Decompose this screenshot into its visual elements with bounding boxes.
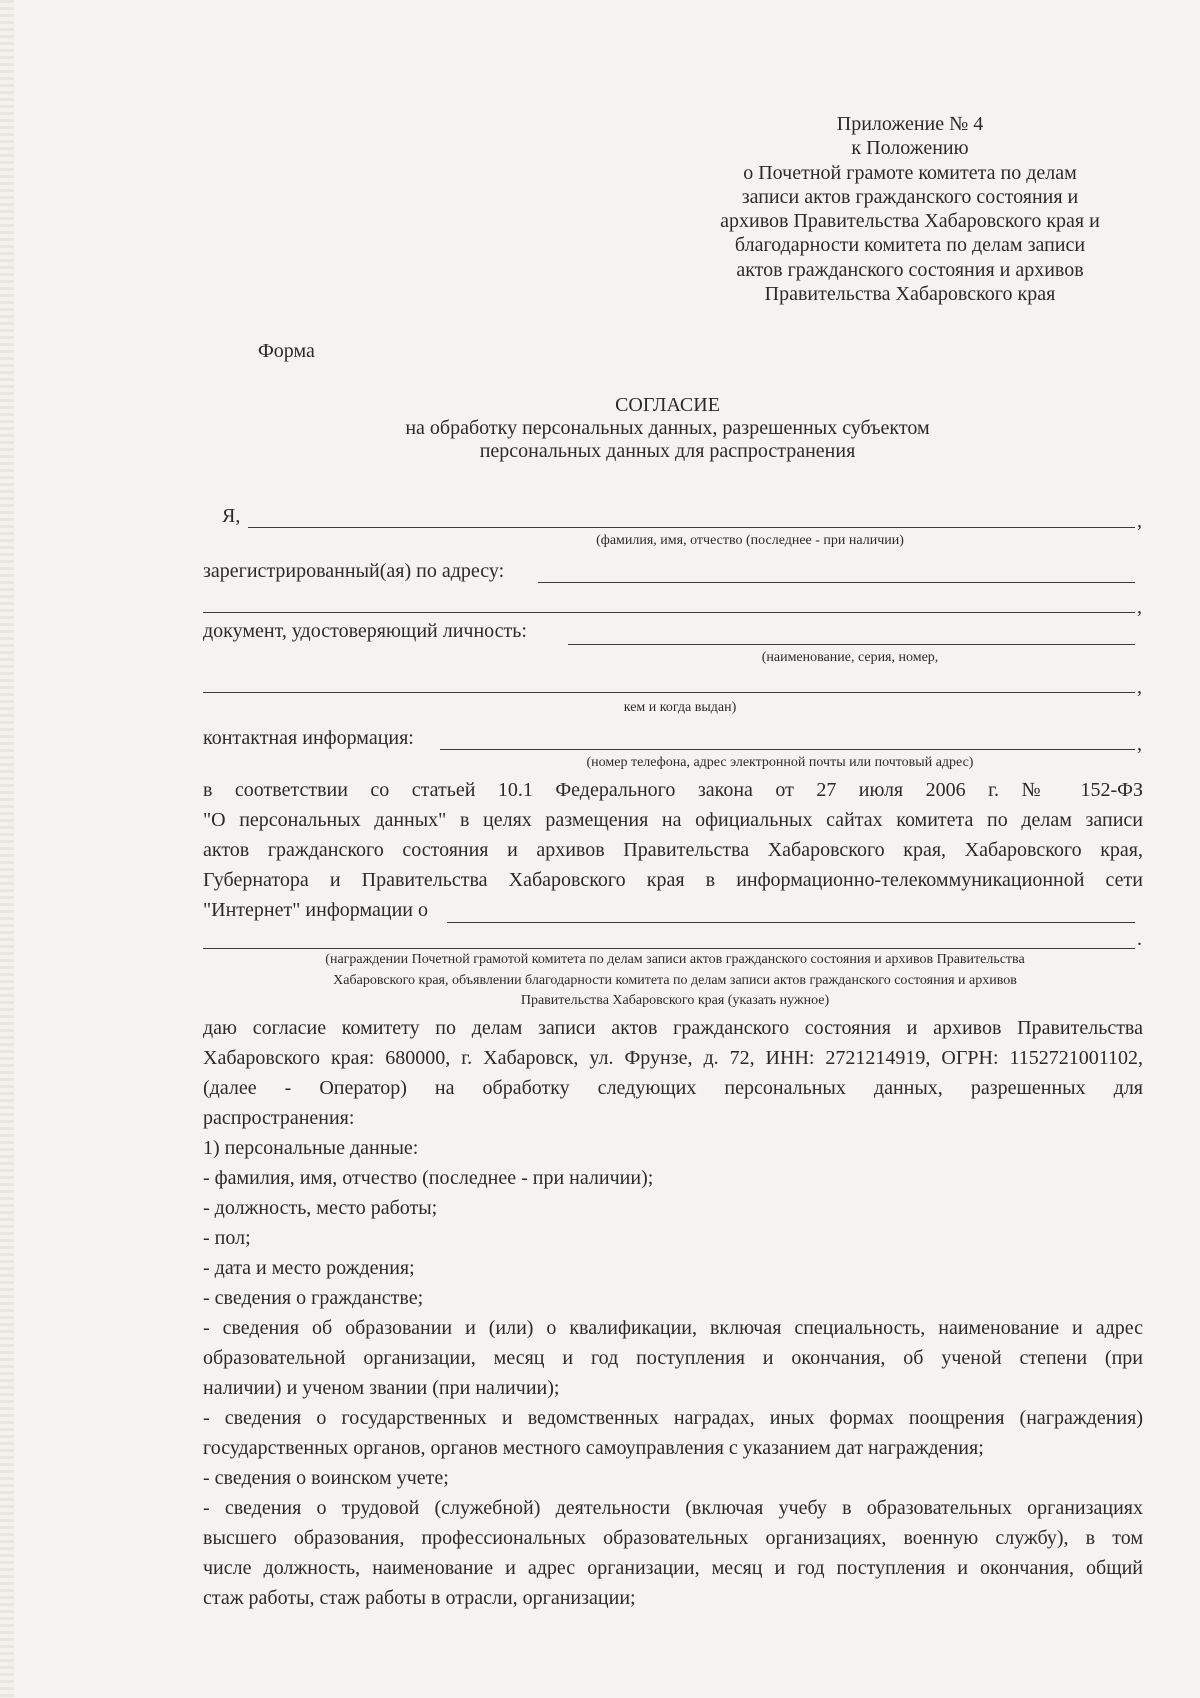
contact-label: контактная информация: [203, 727, 414, 749]
award-field-line-2[interactable] [203, 948, 1135, 949]
contact-hint: (номер телефона, адрес электронной почты или почтовый адрес) [586, 755, 974, 770]
document-hint-2: кем и когда выдан) [623, 700, 737, 715]
consent-line: - сведения о трудовой (служебной) деятельности (включая учебу в образовательных организациях [203, 1497, 1143, 1519]
consent-line: государственных органов, органов местного самоуправления с указанием дат награждения; [203, 1437, 984, 1459]
document-title [200, 394, 1135, 463]
form-label: Форма [258, 340, 315, 362]
fio-field[interactable] [248, 527, 1135, 528]
appendix-line: благодарности комитета по делам записи [734, 234, 1086, 257]
consent-line: стаж работы, стаж работы в отрасли, организации; [203, 1587, 636, 1609]
award-note-line: Хабаровского края, объявлении благодарности комитета по делам записи актов гражданского состояния и архивов [333, 972, 1017, 988]
title-subtitle-2: персональных данных для распространения [479, 440, 856, 462]
comma: , [1137, 733, 1142, 755]
consent-line: распространения: [203, 1107, 355, 1129]
purpose-line: "Интернет" информации о [203, 899, 428, 921]
consent-line: Хабаровского края: 680000, г. Хабаровск, ул. Фрунзе, д. 72, ИНН: 2721214919, ОГРН: 1152721001102, [203, 1047, 1143, 1069]
consent-line: числе должность, наименование и адрес организации, месяц и год поступления и окончания, общий [203, 1557, 1143, 1579]
purpose-paragraph [203, 775, 1143, 925]
consent-line: - сведения об образовании и (или) о квалификации, включая специальность, наименование и адрес [203, 1317, 1143, 1339]
consent-line: - должность, место работы; [203, 1197, 438, 1219]
comma: , [1137, 510, 1142, 532]
consent-paragraph [203, 1013, 1143, 1613]
consent-line: даю согласие комитету по делам записи актов гражданского состояния и архивов Правительства [203, 1017, 1143, 1039]
award-note [210, 950, 1140, 1012]
consent-line: - сведения о гражданстве; [203, 1287, 424, 1309]
i-label: Я, [222, 505, 241, 527]
appendix-line: записи актов гражданского состояния и [741, 185, 1079, 208]
consent-line: - сведения о воинском учете; [203, 1467, 449, 1489]
appendix-line: архивов Правительства Хабаровского края и [720, 210, 1100, 233]
consent-line: высшего образования, профессиональных образовательных организациях, военную службу), в том [203, 1527, 1143, 1549]
comma: , [1137, 596, 1142, 618]
period: . [1137, 928, 1142, 950]
document-field-line-2[interactable] [203, 692, 1135, 693]
comma: , [1137, 676, 1142, 698]
consent-line: - дата и место рождения; [203, 1257, 415, 1279]
address-field[interactable] [538, 582, 1135, 583]
award-note-line: Правительства Хабаровского края (указать нужное) [520, 993, 830, 1008]
appendix-header [700, 112, 1120, 306]
consent-line: - фамилия, имя, отчество (последнее - при наличии); [203, 1167, 654, 1189]
contact-field[interactable] [440, 749, 1135, 750]
fio-hint: (фамилия, имя, отчество (последнее - при наличии) [596, 533, 904, 548]
appendix-line: к Положению [851, 137, 969, 160]
consent-line: образовательной организации, месяц и год поступления и окончания, об ученой степени (при [203, 1347, 1143, 1369]
award-field[interactable] [447, 922, 1135, 923]
consent-line: 1) персональные данные: [203, 1137, 419, 1159]
appendix-line: Правительства Хабаровского края [764, 283, 1056, 306]
award-note-line: (награждении Почетной грамотой комитета по делам записи актов гражданского состояния и архивов Правительства [325, 952, 1025, 967]
title-heading: СОГЛАСИЕ [615, 394, 720, 416]
purpose-line: "О персональных данных" в целях размещения на официальных сайтах комитета по делам записи [203, 809, 1143, 831]
purpose-line: актов гражданского состояния и архивов Правительства Хабаровского края, Хабаровского края, [203, 839, 1143, 861]
consent-line: (далее - Оператор) на обработку следующих персональных данных, разрешенных для [203, 1077, 1143, 1099]
appendix-line: о Почетной грамоте комитета по делам [743, 161, 1077, 184]
purpose-line: в соответствии со статьей 10.1 Федерального закона от 27 июля 2006 г. № 152-ФЗ [203, 779, 1143, 801]
consent-line: - пол; [203, 1227, 251, 1249]
appendix-line: актов гражданского состояния и архивов [736, 258, 1084, 281]
consent-line: - сведения о государственных и ведомственных наградах, иных формах поощрения (награждения) [203, 1407, 1143, 1429]
appendix-line: Приложение № 4 [836, 113, 984, 135]
address-field-line-2[interactable] [203, 612, 1135, 613]
address-label: зарегистрированный(ая) по адресу: [203, 560, 505, 582]
document-hint-1: (наименование, серия, номер, [761, 650, 939, 665]
consent-line: наличии) и ученом звании (при наличии); [203, 1377, 560, 1399]
purpose-line: Губернатора и Правительства Хабаровского края в информационно-телекоммуникационной сети [203, 869, 1143, 891]
title-subtitle-1: на обработку персональных данных, разрешенных субъектом [405, 417, 930, 439]
document-field[interactable] [568, 644, 1135, 645]
document-label: документ, удостоверяющий личность: [203, 620, 527, 642]
